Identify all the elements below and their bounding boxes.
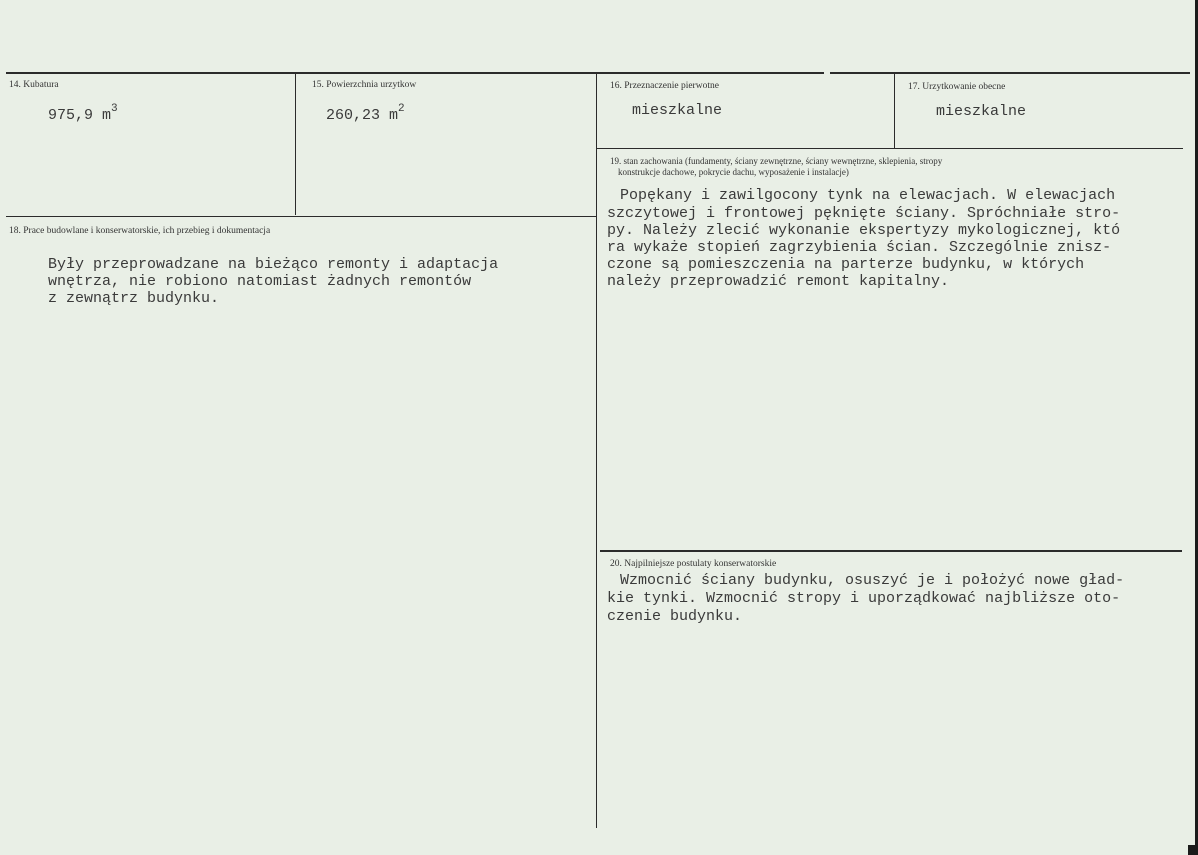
field-19-label-line2: konstrukcje dachowe, pokrycie dachu, wyposażenie i instalacje) (618, 167, 849, 177)
field-14-value (48, 103, 118, 124)
field-15-value (326, 103, 405, 124)
field-17-value: mieszkalne (936, 103, 1027, 120)
top-rule-left (6, 72, 824, 74)
field-18-line: z zewnątrz budynku. (48, 290, 220, 307)
field-19-line: czone są pomieszczenia na parterze budynku, w których (607, 256, 1085, 273)
field-18-line: wnętrza, nie robiono natomiast żadnych remontów (48, 273, 472, 290)
field-20-line: kie tynki. Wzmocnić stropy i uporządkować najbliższe oto- (607, 590, 1121, 607)
field-19-line: ra wykaże stopień zagrzybienia ścian. Szczególnie znisz- (607, 239, 1112, 256)
field-19-line: należy przeprowadzić remont kapitalny. (607, 273, 950, 290)
top-rule-right (830, 72, 1190, 74)
powierzchnia-value: 260,23 m (326, 107, 399, 124)
powierzchnia-unit-sup: 2 (398, 103, 405, 115)
field-19-label-line1: 19. stan zachowania (fundamenty, ściany zewnętrzne, ściany wewnętrzne, sklepienia, stropy (610, 156, 943, 166)
field-19-line: py. Należy zlecić wykonanie ekspertyzy mykologicznej, któ (607, 222, 1121, 239)
divider-14-15 (295, 74, 296, 215)
rule-above-20 (600, 550, 1182, 552)
kubatura-unit-sup: 3 (111, 103, 118, 115)
divider-left-right (596, 74, 597, 828)
field-17-label: 17. Urzytkowanie obecne (908, 82, 1006, 92)
rule-below-14-15 (6, 216, 597, 217)
field-20-line: czenie budynku. (607, 608, 743, 625)
field-16-value: mieszkalne (632, 102, 723, 119)
field-16-label: 16. Przeznaczenie pierwotne (610, 81, 719, 91)
field-15-label: 15. Powierzchnia urzytkow (312, 80, 417, 90)
kubatura-value: 975,9 m (48, 107, 112, 124)
divider-16-17 (894, 74, 895, 148)
scan-corner (1188, 845, 1198, 855)
field-18-label: 18. Prace budowlane i konserwatorskie, ich przebieg i dokumentacja (9, 226, 271, 236)
field-14-label: 14. Kubatura (9, 80, 59, 90)
field-19-line: Popękany i zawilgocony tynk na elewacjach. W elewacjach (620, 187, 1116, 204)
rule-below-16-17 (597, 148, 1183, 149)
field-18-line: Były przeprowadzane na bieżąco remonty i adaptacja (48, 256, 499, 273)
field-20-label: 20. Najpilniejsze postulaty konserwatorskie (610, 559, 777, 569)
field-20-line: Wzmocnić ściany budynku, osuszyć je i położyć nowe gład- (620, 572, 1125, 589)
field-19-line: szczytowej i frontowej pęknięte ściany. Spróchniałe stro- (607, 205, 1121, 222)
